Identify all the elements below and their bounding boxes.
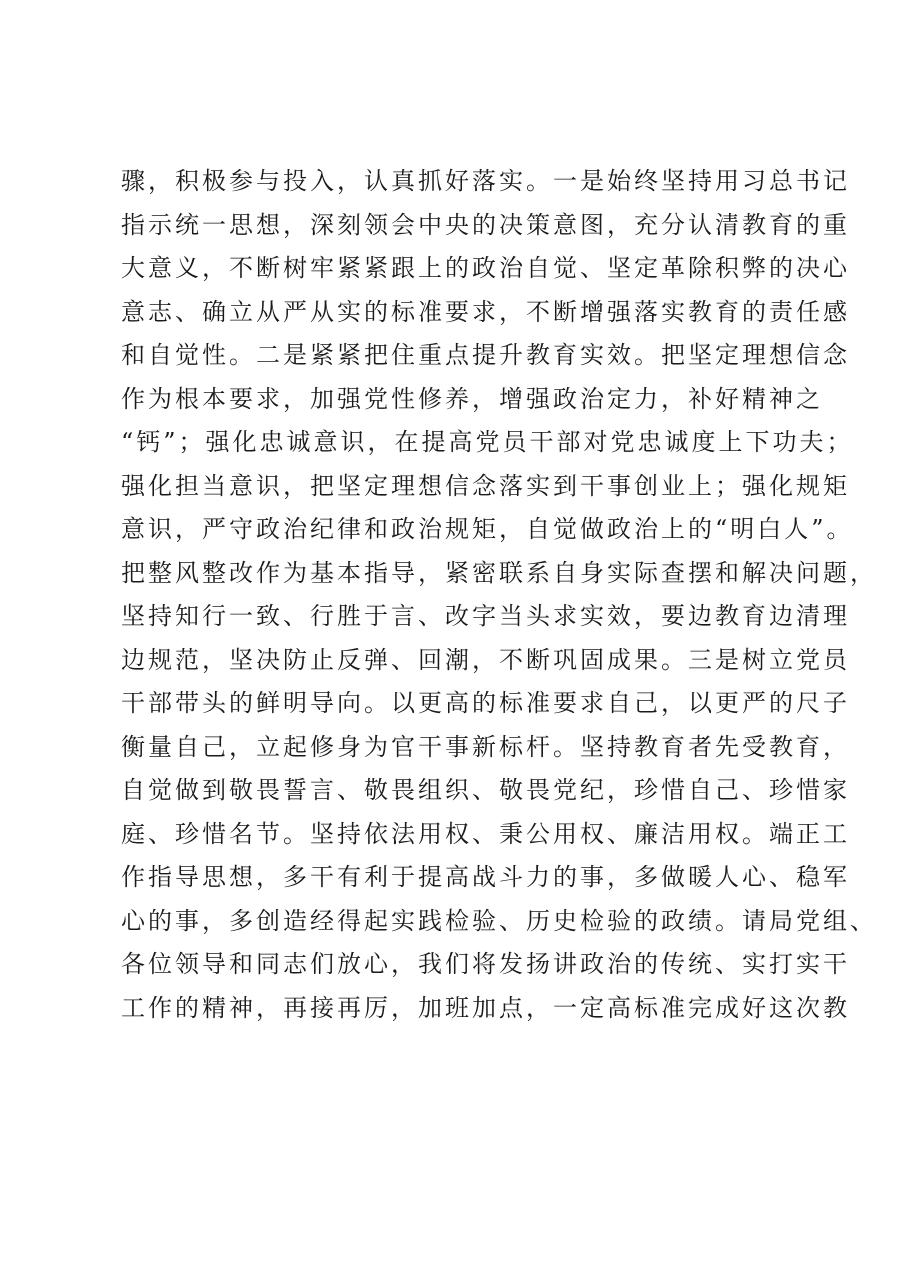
text-line: 大意义，不断树牢紧紧跟上的政治自觉、坚定革除积弊的决心 xyxy=(121,254,850,282)
body-paragraph xyxy=(121,160,877,1030)
text-line: 和自觉性。二是紧紧把住重点提升教育实效。把坚定理想信念 xyxy=(121,341,850,369)
text-line: “钙”；强化忠诚意识，在提高党员干部对党忠诚度上下功夫； xyxy=(121,428,854,456)
text-line: 衡量自己，立起修身为官干事新标杆。坚持教育者先受教育， xyxy=(121,732,850,761)
text-line: 自觉做到敬畏誓言、敬畏组织、敬畏党纪，珍惜自己、珍惜家 xyxy=(121,776,850,804)
text-line: 边规范，坚决防止反弹、回潮，不断巩固成果。三是树立党员 xyxy=(121,645,850,674)
text-line: 干部带头的鲜明导向。以更高的标准要求自己，以更严的尺子 xyxy=(121,689,850,717)
text-line: 作指导思想，多干有利于提高战斗力的事，多做暖人心、稳军 xyxy=(121,863,850,891)
text-line: 工作的精神，再接再厉，加班加点，一定高标准完成好这次教 xyxy=(121,993,850,1022)
text-line: 意识，严守政治纪律和政治规矩，自觉做政治上的“明白人”。 xyxy=(121,515,854,543)
text-line: 指示统一思想，深刻领会中央的决策意图，充分认清教育的重 xyxy=(121,210,850,239)
text-line: 强化担当意识，把坚定理想信念落实到干事创业上；强化规矩 xyxy=(121,471,850,500)
text-line: 意志、确立从严从实的标准要求，不断增强落实教育的责任感 xyxy=(121,297,850,326)
text-line: 各位领导和同志们放心，我们将发扬讲政治的传统、实打实干 xyxy=(121,950,850,978)
text-line: 庭、珍惜名节。坚持依法用权、秉公用权、廉洁用权。端正工 xyxy=(121,819,850,848)
text-line: 骤，积极参与投入，认真抓好落实。一是始终坚持用习总书记 xyxy=(121,167,850,195)
text-line: 把整风整改作为基本指导，紧密联系自身实际查摆和解决问题， xyxy=(121,558,877,587)
text-line: 坚持知行一致、行胜于言、改字当头求实效，要边教育边清理 xyxy=(121,602,850,630)
text-line: 心的事，多创造经得起实践检验、历史检验的政绩。请局党组、 xyxy=(121,906,877,935)
text-line: 作为根本要求，加强党性修养，增强政治定力，补好精神之 xyxy=(121,384,823,413)
